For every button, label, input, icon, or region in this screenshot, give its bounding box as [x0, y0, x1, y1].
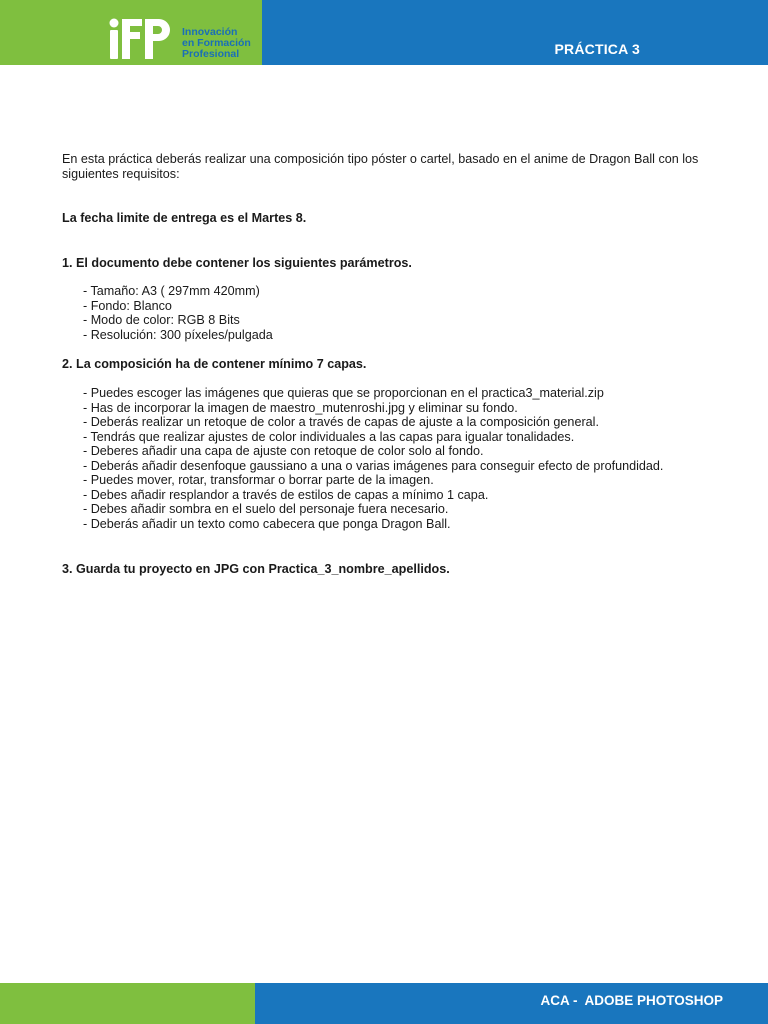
- footer-green-band: [0, 983, 255, 1024]
- logo-line-2: en Formación: [182, 37, 251, 49]
- intro-block: [62, 152, 722, 182]
- section-1-list: [83, 284, 273, 342]
- header-blue-band: [262, 0, 768, 65]
- list-item: - Puedes mover, rotar, transformar o borrar parte de la imagen.: [83, 473, 434, 487]
- list-item: - Tendrás que realizar ajustes de color individuales a las capas para igualar tonalidades.: [83, 429, 575, 444]
- section-2-list: [83, 386, 663, 531]
- list-item: - Deberes añadir una capa de ajuste con retoque de color solo al fondo.: [83, 444, 484, 458]
- logo-text: [182, 27, 251, 60]
- list-item: - Deberás añadir desenfoque gaussiano a una o varias imágenes para conseguir efecto de profundidad.: [83, 458, 664, 473]
- intro-paragraph: En esta práctica deberás realizar una composición tipo póster o cartel, basado en el anime de Dragon Ball con los siguientes requisitos:: [62, 152, 699, 181]
- page-footer: [0, 983, 768, 1024]
- logo-line-3: Profesional: [182, 48, 240, 60]
- list-item: - Debes añadir sombra en el suelo del personaje fuera necesario.: [83, 502, 449, 516]
- section-1-heading: 1. El documento debe contener los siguientes parámetros.: [62, 256, 412, 270]
- footer-course-label: ACA - ADOBE PHOTOSHOP: [540, 993, 723, 1008]
- practice-title: PRÁCTICA 3: [554, 41, 640, 57]
- ifp-logo: [108, 17, 251, 61]
- list-item: - Debes añadir resplandor a través de estilos de capas a mínimo 1 capa.: [83, 487, 489, 502]
- section-3-heading: 3. Guarda tu proyecto en JPG con Practica_3_nombre_apellidos.: [62, 562, 450, 576]
- logo-line-1: Innovación: [182, 26, 238, 38]
- list-item: - Fondo: Blanco: [83, 298, 172, 313]
- list-item: - Deberás añadir un texto como cabecera que ponga Dragon Ball.: [83, 516, 451, 531]
- list-item: - Tamaño: A3 ( 297mm 420mm): [83, 284, 260, 298]
- deadline-text: La fecha limite de entrega es el Martes 8.: [62, 211, 307, 225]
- section-2-heading: 2. La composición ha de contener mínimo 7 capas.: [62, 357, 367, 371]
- list-item: - Resolución: 300 píxeles/pulgada: [83, 327, 273, 342]
- list-item: - Puedes escoger las imágenes que quieras que se proporcionan en el practica3_material.zip: [83, 386, 604, 400]
- list-item: - Modo de color: RGB 8 Bits: [83, 313, 240, 327]
- page-header: [0, 0, 768, 65]
- list-item: - Has de incorporar la imagen de maestro_mutenroshi.jpg y eliminar su fondo.: [83, 400, 518, 415]
- list-item: - Deberás realizar un retoque de color a través de capas de ajuste a la composición general.: [83, 415, 599, 429]
- ifp-logo-mark-icon: [108, 17, 174, 61]
